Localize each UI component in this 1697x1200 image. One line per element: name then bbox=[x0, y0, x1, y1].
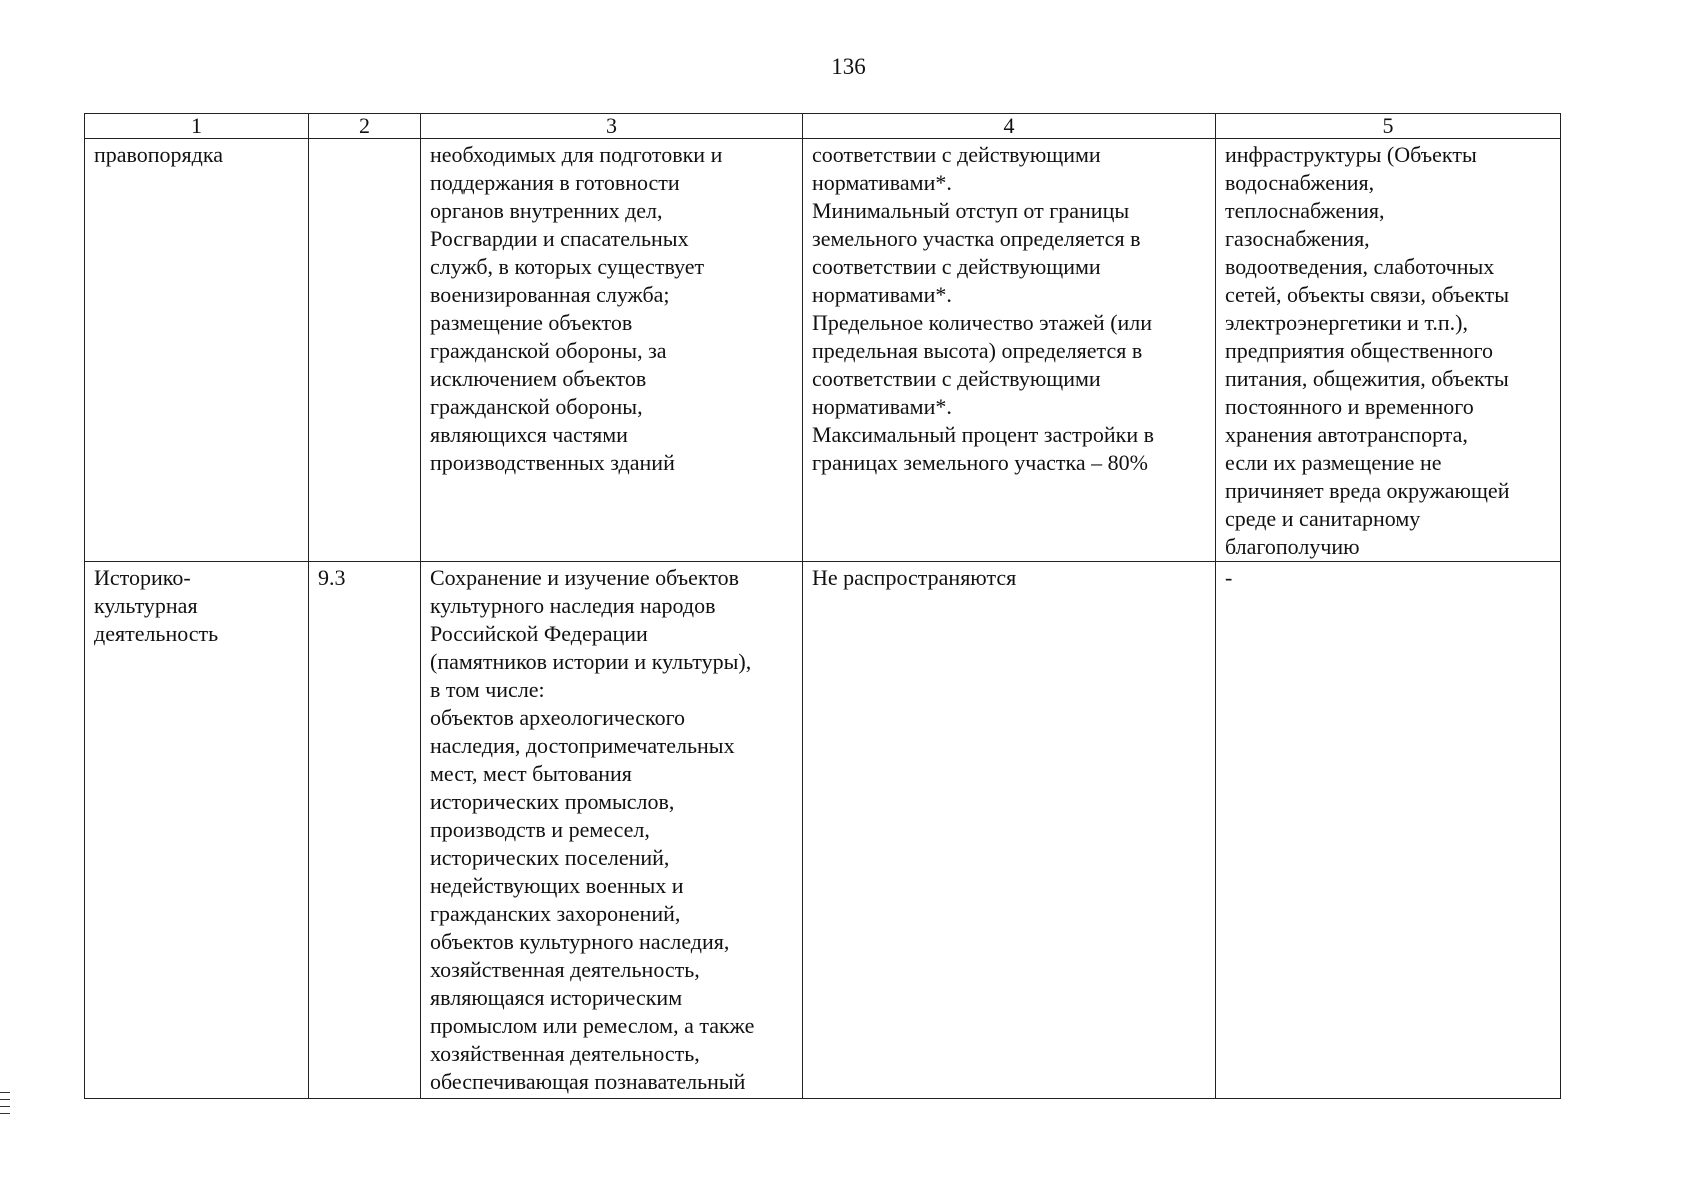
cell-text-line: хозяйственная деятельность, bbox=[430, 957, 700, 982]
regulation-table bbox=[84, 113, 1561, 1099]
cell-text-line: необходимых для подготовки и bbox=[430, 142, 723, 167]
table-cell-col-1 bbox=[85, 139, 309, 562]
cell-text-line: Минимальный отступ от границы bbox=[812, 198, 1130, 223]
table-cell-col-5 bbox=[1216, 139, 1561, 562]
cell-text-line: причиняет вреда окружающей bbox=[1225, 478, 1510, 503]
cell-text-line: поддержания в готовности bbox=[430, 170, 680, 195]
cell-text-line: органов внутренних дел, bbox=[430, 198, 663, 223]
cell-text-line: среде и санитарному bbox=[1225, 506, 1421, 531]
cell-text-line: военизированная служба; bbox=[430, 282, 670, 307]
cell-text-line: объектов культурного наследия, bbox=[430, 929, 730, 954]
table-cell-col-3 bbox=[421, 562, 803, 1099]
table-row bbox=[85, 139, 1561, 562]
cell-text-line: производств и ремесел, bbox=[430, 817, 650, 842]
scan-artifact bbox=[0, 1113, 10, 1114]
cell-text-line: инфраструктуры (Объекты bbox=[1225, 142, 1477, 167]
header-col-4: 4 bbox=[803, 114, 1216, 139]
cell-text-line: Российской Федерации bbox=[430, 621, 648, 646]
cell-text-line: соответствии с действующими bbox=[812, 142, 1101, 167]
cell-text-line: электроэнергетики и т.п.), bbox=[1225, 310, 1468, 335]
cell-text-line: гражданских захоронений, bbox=[430, 901, 681, 926]
cell-text-line: сетей, объекты связи, объекты bbox=[1225, 282, 1510, 307]
cell-text-line: Предельное количество этажей (или bbox=[812, 310, 1153, 335]
cell-text-line: мест, мест бытования bbox=[430, 761, 632, 786]
cell-text-line: гражданской обороны, за bbox=[430, 338, 667, 363]
cell-text-line: предприятия общественного bbox=[1225, 338, 1493, 363]
cell-text-line: границах земельного участка – 80% bbox=[812, 450, 1148, 475]
table-cell-col-4 bbox=[803, 562, 1216, 1099]
page-number: 136 bbox=[831, 54, 866, 79]
cell-text-line: 9.3 bbox=[318, 565, 346, 590]
cell-text-line: теплоснабжения, bbox=[1225, 198, 1385, 223]
cell-text-line: нормативами*. bbox=[812, 170, 952, 195]
cell-text-line: исторических промыслов, bbox=[430, 789, 675, 814]
cell-text-line: обеспечивающая познавательный bbox=[430, 1069, 746, 1094]
cell-text-line: производственных зданий bbox=[430, 450, 675, 475]
cell-text-line: соответствии с действующими bbox=[812, 254, 1101, 279]
header-col-2: 2 bbox=[309, 114, 421, 139]
cell-text-line: постоянного и временного bbox=[1225, 394, 1474, 419]
cell-text-line: предельная высота) определяется в bbox=[812, 338, 1143, 363]
cell-text-line: правопорядка bbox=[94, 142, 223, 167]
cell-text-line: хозяйственная деятельность, bbox=[430, 1041, 700, 1066]
cell-text-line: водоотведения, слаботочных bbox=[1225, 254, 1495, 279]
cell-text-line: гражданской обороны, bbox=[430, 394, 643, 419]
cell-text-line: Историко- bbox=[94, 565, 191, 590]
cell-text-line: Росгвардии и спасательных bbox=[430, 226, 689, 251]
cell-text-line: (памятников истории и культуры), bbox=[430, 649, 752, 674]
cell-text-line: хранения автотранспорта, bbox=[1225, 422, 1468, 447]
cell-text-line: в том числе: bbox=[430, 677, 545, 702]
scan-artifact bbox=[0, 1099, 10, 1100]
cell-text-line: Максимальный процент застройки в bbox=[812, 422, 1154, 447]
cell-text-line: исключением объектов bbox=[430, 366, 647, 391]
table-cell-col-2 bbox=[309, 139, 421, 562]
header-col-5: 5 bbox=[1216, 114, 1561, 139]
cell-text-line: культурная bbox=[94, 593, 198, 618]
cell-text-line: наследия, достопримечательных bbox=[430, 733, 735, 758]
cell-text-line: - bbox=[1225, 565, 1233, 590]
cell-text-line: Не распространяются bbox=[812, 565, 1017, 590]
cell-text-line: промыслом или ремеслом, а также bbox=[430, 1013, 755, 1038]
table-header-row bbox=[85, 114, 1561, 139]
table-cell-col-1 bbox=[85, 562, 309, 1099]
cell-text-line: объектов археологического bbox=[430, 705, 686, 730]
cell-text-line: культурного наследия народов bbox=[430, 593, 716, 618]
table-cell-col-3 bbox=[421, 139, 803, 562]
header-col-3: 3 bbox=[421, 114, 803, 139]
table-cell-col-4 bbox=[803, 139, 1216, 562]
table-row bbox=[85, 562, 1561, 1099]
cell-text-line: служб, в которых существует bbox=[430, 254, 705, 279]
cell-text-line: нормативами*. bbox=[812, 282, 952, 307]
table-cell-col-2 bbox=[309, 562, 421, 1099]
scan-artifact bbox=[0, 1106, 10, 1107]
header-col-1: 1 bbox=[85, 114, 309, 139]
scan-artifact bbox=[0, 1092, 10, 1093]
cell-text-line: Сохранение и изучение объектов bbox=[430, 565, 740, 590]
cell-text-line: соответствии с действующими bbox=[812, 366, 1101, 391]
cell-text-line: благополучию bbox=[1225, 534, 1360, 559]
cell-text-line: если их размещение не bbox=[1225, 450, 1442, 475]
cell-text-line: размещение объектов bbox=[430, 310, 633, 335]
cell-text-line: питания, общежития, объекты bbox=[1225, 366, 1509, 391]
cell-text-line: являющихся частями bbox=[430, 422, 628, 447]
cell-text-line: являющаяся историческим bbox=[430, 985, 683, 1010]
cell-text-line: водоснабжения, bbox=[1225, 170, 1375, 195]
cell-text-line: земельного участка определяется в bbox=[812, 226, 1141, 251]
cell-text-line: недействующих военных и bbox=[430, 873, 684, 898]
cell-text-line: газоснабжения, bbox=[1225, 226, 1370, 251]
cell-text-line: исторических поселений, bbox=[430, 845, 670, 870]
cell-text-line: нормативами*. bbox=[812, 394, 952, 419]
table-cell-col-5 bbox=[1216, 562, 1561, 1099]
cell-text-line: деятельность bbox=[94, 621, 219, 646]
